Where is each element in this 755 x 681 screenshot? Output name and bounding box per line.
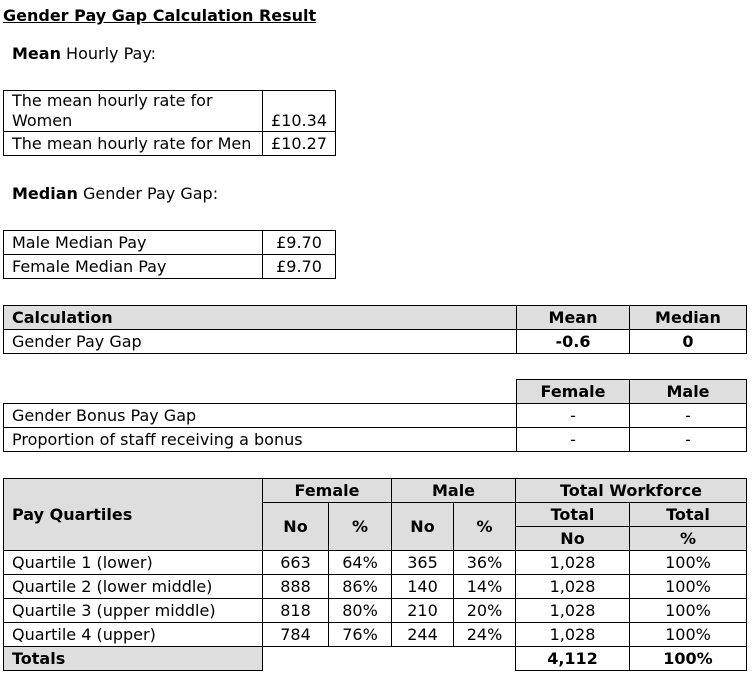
total-no: 1,028 (516, 575, 630, 599)
totals-row (4, 647, 747, 671)
page-title: Gender Pay Gap Calculation Result (3, 6, 317, 25)
table-row (4, 575, 747, 599)
mean-hourly-table (3, 90, 336, 156)
bonus-header-male: Male (630, 380, 747, 404)
mean-women-value: £10.34 (263, 91, 336, 132)
male-pct: 36% (454, 551, 516, 575)
male-pct: 14% (454, 575, 516, 599)
gender-pay-gap-median: 0 (630, 330, 747, 354)
table-row (4, 330, 747, 354)
bonus-proportion-label: Proportion of staff receiving a bonus (4, 428, 517, 452)
male-pct: 24% (454, 623, 516, 647)
quartile-label: Quartile 2 (lower middle) (4, 575, 263, 599)
table-header-row (4, 380, 747, 404)
male-no: 210 (392, 599, 454, 623)
bonus-header-female: Female (517, 380, 630, 404)
totals-label: Totals (4, 647, 263, 671)
female-no: 888 (263, 575, 329, 599)
quartiles-header-female: Female (263, 479, 392, 503)
mean-heading (12, 44, 156, 63)
quartiles-header-total-workforce: Total Workforce (516, 479, 747, 503)
table-row (4, 404, 747, 428)
pay-quartiles-table (3, 478, 747, 671)
female-no: 818 (263, 599, 329, 623)
female-median-label: Female Median Pay (4, 255, 263, 279)
bonus-proportion-male: - (630, 428, 747, 452)
totals-blank (263, 647, 516, 671)
median-heading-bold: Median (12, 184, 78, 203)
table-row (4, 231, 336, 255)
calc-header-mean: Mean (517, 306, 630, 330)
mean-heading-rest: Hourly Pay: (60, 44, 157, 63)
calc-header-median: Median (630, 306, 747, 330)
bonus-table (3, 379, 747, 452)
bonus-gap-label: Gender Bonus Pay Gap (4, 404, 517, 428)
female-pct: 86% (329, 575, 392, 599)
male-no: 244 (392, 623, 454, 647)
mean-heading-bold: Mean (12, 44, 61, 63)
total-pct: 100% (630, 599, 747, 623)
male-no-header: No (392, 503, 454, 551)
total-pct-header-top: Total (630, 503, 747, 527)
totals-pct: 100% (630, 647, 747, 671)
male-median-value: £9.70 (263, 231, 336, 255)
table-row (4, 255, 336, 279)
median-heading-rest: Gender Pay Gap: (77, 184, 219, 203)
quartile-label: Quartile 4 (upper) (4, 623, 263, 647)
male-no: 140 (392, 575, 454, 599)
quartile-label: Quartile 1 (lower) (4, 551, 263, 575)
female-no: 663 (263, 551, 329, 575)
quartiles-header-male: Male (392, 479, 516, 503)
median-pay-table (3, 230, 336, 279)
total-pct: 100% (630, 575, 747, 599)
totals-no: 4,112 (516, 647, 630, 671)
male-no: 365 (392, 551, 454, 575)
bonus-gap-female: - (517, 404, 630, 428)
table-row (4, 91, 336, 132)
calculation-table (3, 305, 747, 354)
table-row (4, 599, 747, 623)
table-row (4, 132, 336, 156)
gender-pay-gap-label: Gender Pay Gap (4, 330, 517, 354)
total-pct: 100% (630, 551, 747, 575)
total-pct: 100% (630, 623, 747, 647)
bonus-proportion-female: - (517, 428, 630, 452)
quartile-label: Quartile 3 (upper middle) (4, 599, 263, 623)
total-pct-header: % (630, 527, 747, 551)
male-pct: 20% (454, 599, 516, 623)
table-row (4, 623, 747, 647)
female-pct-header: % (329, 503, 392, 551)
median-heading (12, 184, 218, 203)
total-no-header: No (516, 527, 630, 551)
female-median-value: £9.70 (263, 255, 336, 279)
mean-women-label: The mean hourly rate for Women (4, 91, 263, 132)
total-no: 1,028 (516, 551, 630, 575)
female-pct: 64% (329, 551, 392, 575)
female-no: 784 (263, 623, 329, 647)
gender-pay-gap-mean: -0.6 (517, 330, 630, 354)
bonus-header-blank (4, 380, 517, 404)
total-no-header-top: Total (516, 503, 630, 527)
quartiles-row-header: Pay Quartiles (4, 479, 263, 551)
table-row (4, 551, 747, 575)
male-pct-header: % (454, 503, 516, 551)
table-row (4, 428, 747, 452)
total-no: 1,028 (516, 623, 630, 647)
female-pct: 80% (329, 599, 392, 623)
table-header-row (4, 306, 747, 330)
table-header-row (4, 479, 747, 503)
mean-men-value: £10.27 (263, 132, 336, 156)
female-pct: 76% (329, 623, 392, 647)
female-no-header: No (263, 503, 329, 551)
mean-men-label: The mean hourly rate for Men (4, 132, 263, 156)
total-no: 1,028 (516, 599, 630, 623)
bonus-gap-male: - (630, 404, 747, 428)
male-median-label: Male Median Pay (4, 231, 263, 255)
calc-header-label: Calculation (4, 306, 517, 330)
